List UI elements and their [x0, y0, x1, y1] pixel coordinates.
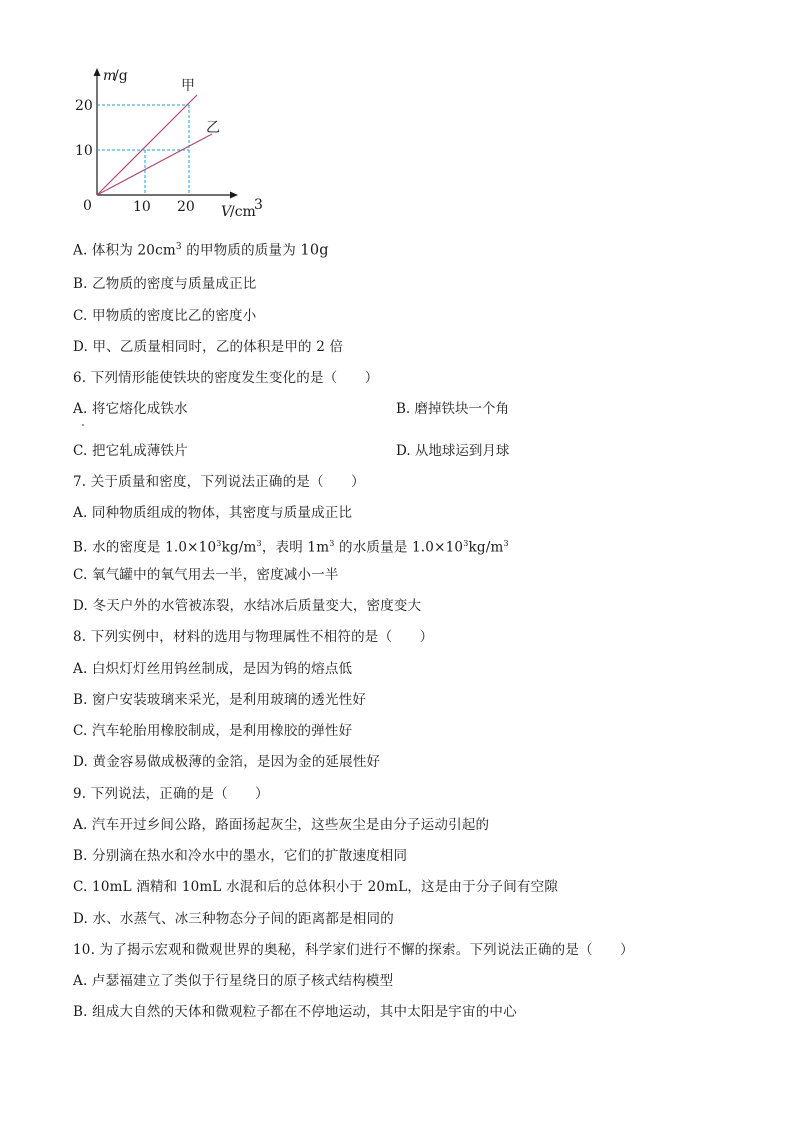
y-axis-label-var: m	[103, 68, 117, 84]
q5-option-d: D. 甲、乙质量相同时，乙的体积是甲的 2 倍	[73, 339, 344, 355]
q10-option-b: B. 组成大自然的天体和微观粒子都在不停地运动，其中太阳是宇宙的中心	[73, 1004, 517, 1020]
q7-option-d: D. 冬天户外的水管被冻裂，水结冰后质量变大，密度变大	[73, 598, 422, 614]
x-axis-label-var: V	[221, 204, 232, 220]
q8-stem: 8. 下列实例中，材料的选用与物理属性不相符的是（ ）	[73, 629, 434, 645]
line-yi	[97, 134, 212, 195]
y-axis-arrow	[94, 68, 101, 76]
q9-stem: 9. 下列说法，正确的是（ ）	[73, 786, 269, 802]
line-jia	[97, 95, 197, 195]
q6-option-d: D. 从地球运到月球	[396, 443, 510, 459]
x-axis-arrow	[230, 192, 238, 199]
q9-option-a: A. 汽车开过乡间公路，路面扬起灰尘，这些灰尘是由分子运动引起的	[73, 817, 490, 833]
y-tick-20: 20	[75, 98, 93, 114]
x-axis-label-unit: /cm	[230, 204, 256, 220]
q5-option-a: A. 体积为 $20cm^3$ 的甲物质的质量为 10g	[73, 242, 329, 259]
label-yi: 乙	[206, 120, 220, 136]
x-tick-10: 10	[133, 199, 151, 215]
q8-option-b: B. 窗户安装玻璃来采光，是利用玻璃的透光性好	[73, 692, 367, 708]
y-axis-label-unit: /g	[114, 68, 128, 84]
q8-option-d: D. 黄金容易做成极薄的金箔，是因为金的延展性好	[73, 754, 381, 770]
mass-volume-graph	[70, 62, 270, 222]
q7-option-c: C. 氧气罐中的氧气用去一半，密度减小一半	[73, 567, 339, 583]
x-axis-label-exp: 3	[254, 197, 263, 213]
q8-option-c: C. 汽车轮胎用橡胶制成，是利用橡胶的弹性好	[73, 723, 353, 739]
q8-option-a: A. 白炽灯灯丝用钨丝制成，是因为钨的熔点低	[73, 661, 353, 677]
q6-option-a: A. 将它熔化成铁水	[73, 401, 188, 417]
q7-stem: 7. 关于质量和密度，下列说法正确的是（ ）	[73, 474, 365, 490]
q10-stem: 10. 为了揭示宏观和微观世界的奥秘，科学家们进行不懈的探索。下列说法正确的是（ ）	[73, 942, 634, 958]
q7-option-a: A. 同种物质组成的物体，其密度与质量成正比	[73, 505, 353, 521]
x-tick-20: 20	[177, 199, 195, 215]
q5-option-c: C. 甲物质的密度比乙的密度小	[73, 308, 257, 324]
q9-option-b: B. 分别滴在热水和冷水中的墨水，它们的扩散速度相同	[73, 848, 408, 864]
q10-option-a: A. 卢瑟福建立了类似于行星绕日的原子核式结构模型	[73, 973, 394, 989]
q9-option-d: D. 水、水蒸气、冰三种物态分子间的距离都是相同的	[73, 911, 394, 927]
q7-option-b: B. 水的密度是 $1.0\times 10^3kg/m^3$，表明 $1m^3$ 的水质量是 $1.0\times 10^3kg/m^3$	[73, 539, 509, 556]
origin-label: 0	[83, 198, 92, 214]
q9-option-c: C. 10mL 酒精和 10mL 水混和后的总体积小于 20mL，这是由于分子间有空隙	[73, 879, 559, 895]
y-tick-10: 10	[75, 143, 93, 159]
q6-option-c: C. 把它轧成薄铁片	[73, 443, 188, 459]
q6-stem: 6. 下列情形能使铁块的密度发生变化的是（ ）	[73, 370, 379, 386]
q5-option-b: B. 乙物质的密度与质量成正比	[73, 276, 257, 292]
stray-dot	[82, 424, 84, 426]
label-jia: 甲	[181, 78, 195, 94]
q6-option-b: B. 磨掉铁块一个角	[396, 401, 510, 417]
